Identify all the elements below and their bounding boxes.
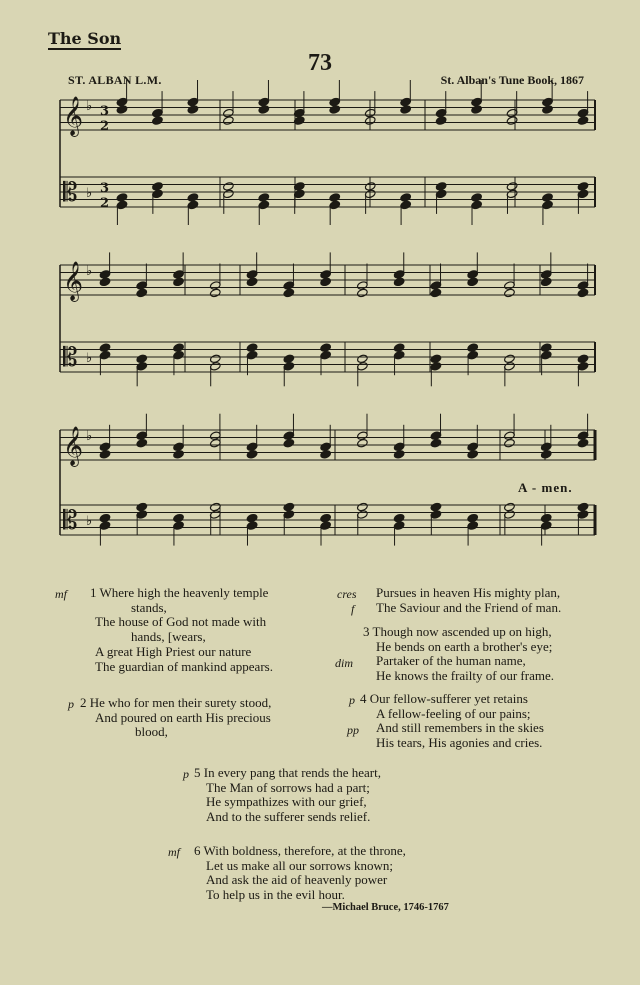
note-head xyxy=(430,510,442,520)
note-head xyxy=(435,108,447,118)
note-head xyxy=(467,442,479,452)
note-head xyxy=(329,193,341,203)
note-head xyxy=(577,281,589,291)
note-head xyxy=(329,97,341,107)
note-head xyxy=(467,449,479,459)
verse-5-line-3: He sympathizes with our grief, xyxy=(206,794,367,810)
note-head xyxy=(400,105,412,115)
verse-1-line-1: Where high the heavenly temple xyxy=(99,585,269,600)
flat-key-signature: ♭ xyxy=(86,264,93,279)
note-head xyxy=(173,343,185,353)
note-head xyxy=(357,438,369,448)
note-head xyxy=(246,343,258,353)
note-head xyxy=(283,510,295,520)
verse-6-number: 6 xyxy=(194,843,201,858)
note-head xyxy=(357,288,369,298)
note-head xyxy=(357,361,369,371)
note-head xyxy=(393,521,405,531)
note-head xyxy=(152,108,164,118)
note-head xyxy=(116,200,128,210)
note-head xyxy=(577,116,589,126)
bass-clef: 𝄡 xyxy=(63,178,78,208)
note-head xyxy=(540,277,552,287)
note-head xyxy=(258,193,270,203)
note-head xyxy=(99,270,111,280)
note-head xyxy=(504,510,516,520)
note-head xyxy=(152,116,164,126)
verse-4-line-4: His tears, His agonies and cries. xyxy=(376,735,543,751)
flat-key-signature: ♭ xyxy=(86,186,93,201)
note-head xyxy=(430,361,442,371)
verse-4-number: 4 xyxy=(360,691,367,706)
note-head xyxy=(540,442,552,452)
note-head xyxy=(136,510,148,520)
note-head xyxy=(223,116,235,126)
note-head xyxy=(246,270,258,280)
verse-5-line-2: The Man of sorrows had a part; xyxy=(206,779,370,795)
note-head xyxy=(209,438,221,448)
note-head xyxy=(430,288,442,298)
note-head xyxy=(320,270,332,280)
note-head xyxy=(209,510,221,520)
flat-key-signature: ♭ xyxy=(86,99,93,114)
verse-2-line-5: The Saviour and the Friend of man. xyxy=(376,599,562,615)
note-head xyxy=(430,281,442,291)
dynamic-cres: cres xyxy=(337,587,357,601)
note-head xyxy=(246,449,258,459)
note-head xyxy=(393,442,405,452)
note-head xyxy=(246,277,258,287)
note-head xyxy=(283,354,295,364)
note-head xyxy=(540,343,552,353)
note-head xyxy=(99,350,111,360)
note-head xyxy=(577,288,589,298)
note-head xyxy=(357,281,369,291)
verse-6-line-3: And ask the aid of heavenly power xyxy=(206,872,388,888)
note-head xyxy=(116,193,128,203)
note-head xyxy=(209,502,221,512)
note-head xyxy=(320,521,332,531)
note-head xyxy=(209,431,221,441)
note-head xyxy=(430,502,442,512)
note-head xyxy=(467,513,479,523)
note-head xyxy=(209,361,221,371)
note-head xyxy=(136,438,148,448)
note-head xyxy=(506,189,518,199)
flat-key-signature: ♭ xyxy=(86,429,93,444)
note-head xyxy=(506,108,518,118)
note-head xyxy=(173,513,185,523)
note-head xyxy=(542,105,554,115)
note-head xyxy=(320,343,332,353)
note-head xyxy=(504,354,516,364)
note-head xyxy=(540,521,552,531)
note-head xyxy=(430,354,442,364)
note-head xyxy=(400,97,412,107)
note-head xyxy=(504,361,516,371)
note-head xyxy=(506,182,518,192)
note-head xyxy=(577,502,589,512)
verse-2-dynamic: p xyxy=(68,697,74,711)
note-head xyxy=(173,521,185,531)
note-head xyxy=(99,521,111,531)
note-head xyxy=(283,361,295,371)
note-head xyxy=(467,343,479,353)
verse-2-line-3: blood, xyxy=(135,724,168,740)
verse-1-line-3: The house of God not made with xyxy=(95,614,267,630)
note-head xyxy=(320,442,332,452)
note-head xyxy=(209,281,221,291)
amen-text: A - men. xyxy=(518,480,573,495)
verse-2-line-1: He who for men their surety stood, xyxy=(89,695,272,710)
time-signature: 3 xyxy=(100,181,110,196)
section-title: The Son xyxy=(48,29,122,48)
note-head xyxy=(187,193,199,203)
note-head xyxy=(400,200,412,210)
flat-key-signature: ♭ xyxy=(86,351,93,366)
verse-6-line-4: To help us in the evil hour. xyxy=(206,887,345,903)
note-head xyxy=(577,189,589,199)
verse-2 xyxy=(58,696,323,740)
note-head xyxy=(223,182,235,192)
note-head xyxy=(173,270,185,280)
note-head xyxy=(209,354,221,364)
note-head xyxy=(542,97,554,107)
verse-6-dynamic: mf xyxy=(168,845,180,859)
note-head xyxy=(471,200,483,210)
verse-3 xyxy=(337,625,607,684)
note-head xyxy=(504,431,516,441)
note-head xyxy=(136,281,148,291)
note-head xyxy=(99,449,111,459)
note-head xyxy=(357,354,369,364)
note-head xyxy=(577,354,589,364)
note-head xyxy=(173,449,185,459)
note-head xyxy=(320,449,332,459)
verse-2-line-2: And poured on earth His precious xyxy=(95,709,271,725)
note-head xyxy=(209,288,221,298)
verse-3-line-2: He bends on earth a brother's eye; xyxy=(376,638,553,654)
verse-1-line-5: A great High Priest our nature xyxy=(95,643,252,659)
note-head xyxy=(504,288,516,298)
note-head xyxy=(329,105,341,115)
verse-6-line-1: With boldness, therefore, at the throne, xyxy=(203,843,406,858)
note-head xyxy=(136,431,148,441)
note-head xyxy=(506,116,518,126)
note-head xyxy=(357,510,369,520)
note-head xyxy=(393,513,405,523)
verse-5-line-4: And to the sufferer sends relief. xyxy=(206,809,371,825)
note-head xyxy=(152,182,164,192)
verse-6-line-2: Let us make all our sorrows known; xyxy=(206,857,394,873)
note-head xyxy=(223,108,235,118)
note-head xyxy=(152,189,164,199)
time-signature: 2 xyxy=(100,119,110,134)
note-head xyxy=(467,521,479,531)
note-head xyxy=(246,521,258,531)
note-head xyxy=(471,97,483,107)
note-head xyxy=(136,288,148,298)
verse-1-number: 1 xyxy=(90,585,97,600)
bass-clef: 𝄡 xyxy=(63,506,78,536)
hymn-number: 73 xyxy=(308,50,332,76)
note-head xyxy=(430,431,442,441)
note-head xyxy=(540,513,552,523)
verse-4-dynamic: p xyxy=(349,693,355,707)
note-head xyxy=(467,270,479,280)
verse-1-dynamic: mf xyxy=(55,587,67,601)
note-head xyxy=(187,200,199,210)
note-head xyxy=(258,97,270,107)
note-head xyxy=(504,502,516,512)
note-head xyxy=(246,442,258,452)
treble-clef: 𝄞 xyxy=(63,426,84,466)
note-head xyxy=(136,502,148,512)
note-head xyxy=(357,431,369,441)
tune-name: ST. ALBAN L.M. xyxy=(68,73,162,87)
note-head xyxy=(329,200,341,210)
note-head xyxy=(283,431,295,441)
note-head xyxy=(320,350,332,360)
note-head xyxy=(283,502,295,512)
verse-1-line-2: stands, xyxy=(131,599,167,615)
note-head xyxy=(136,361,148,371)
note-head xyxy=(187,97,199,107)
flat-key-signature: ♭ xyxy=(86,514,93,529)
note-head xyxy=(99,442,111,452)
dynamic-pp: pp xyxy=(347,723,359,737)
note-head xyxy=(357,502,369,512)
tune-source: St. Alban's Tune Book, 1867 xyxy=(440,73,584,87)
note-head xyxy=(173,277,185,287)
attribution: —Michael Bruce, 1746-1767 xyxy=(322,902,449,913)
note-head xyxy=(577,431,589,441)
verse-4 xyxy=(337,692,607,751)
note-head xyxy=(223,189,235,199)
note-head xyxy=(430,438,442,448)
note-head xyxy=(173,442,185,452)
verse-2-number: 2 xyxy=(80,695,87,710)
verse-2-line-4: Pursues in heaven His mighty plan, xyxy=(376,585,561,600)
note-head xyxy=(435,182,447,192)
verse-2-continuation xyxy=(337,586,607,615)
note-head xyxy=(504,281,516,291)
note-head xyxy=(258,105,270,115)
note-head xyxy=(540,270,552,280)
note-head xyxy=(116,97,128,107)
bass-clef: 𝄡 xyxy=(63,343,78,373)
note-head xyxy=(116,105,128,115)
verse-1 xyxy=(55,585,323,674)
note-head xyxy=(542,200,554,210)
treble-clef: 𝄞 xyxy=(63,96,84,136)
verse-6 xyxy=(166,844,486,903)
note-head xyxy=(471,193,483,203)
dynamic-dim: dim xyxy=(335,656,353,670)
verse-5 xyxy=(180,766,480,825)
note-head xyxy=(393,350,405,360)
note-head xyxy=(393,343,405,353)
note-head xyxy=(393,277,405,287)
verse-3-line-3: Partaker of the human name, xyxy=(376,653,526,669)
note-head xyxy=(283,281,295,291)
note-head xyxy=(173,350,185,360)
note-head xyxy=(577,361,589,371)
note-head xyxy=(136,354,148,364)
note-head xyxy=(471,105,483,115)
verse-3-number: 3 xyxy=(363,624,370,639)
note-head xyxy=(577,510,589,520)
note-head xyxy=(393,270,405,280)
note-head xyxy=(283,438,295,448)
note-head xyxy=(393,449,405,459)
verse-4-line-3: And still remembers in the skies xyxy=(376,720,544,736)
note-head xyxy=(283,288,295,298)
note-head xyxy=(577,438,589,448)
note-head xyxy=(320,277,332,287)
note-head xyxy=(467,350,479,360)
note-head xyxy=(435,189,447,199)
note-head xyxy=(577,182,589,192)
note-head xyxy=(540,449,552,459)
verse-3-line-4: He knows the frailty of our frame. xyxy=(376,668,554,684)
note-head xyxy=(542,193,554,203)
verse-5-dynamic: p xyxy=(183,767,189,781)
note-head xyxy=(320,513,332,523)
treble-clef: 𝄞 xyxy=(63,261,84,301)
note-head xyxy=(540,350,552,360)
verse-3-line-1: Though now ascended up on high, xyxy=(372,624,552,639)
note-head xyxy=(246,350,258,360)
note-head xyxy=(577,108,589,118)
dynamic-f: f xyxy=(351,602,355,616)
note-head xyxy=(99,513,111,523)
verse-1-line-6: The guardian of mankind appears. xyxy=(95,658,273,674)
verse-5-number: 5 xyxy=(194,765,201,780)
note-head xyxy=(467,277,479,287)
note-head xyxy=(258,200,270,210)
verse-1-line-4: hands, [wears, xyxy=(131,629,206,645)
note-head xyxy=(99,277,111,287)
time-signature: 3 xyxy=(100,104,110,119)
note-head xyxy=(99,343,111,353)
verse-5-line-1: In every pang that rends the heart, xyxy=(203,765,381,780)
note-head xyxy=(246,513,258,523)
note-head xyxy=(187,105,199,115)
time-signature: 2 xyxy=(100,196,110,211)
note-head xyxy=(400,193,412,203)
verse-4-line-1: Our fellow-sufferer yet retains xyxy=(369,691,528,706)
verse-4-line-2: A fellow-feeling of our pains; xyxy=(376,705,531,721)
note-head xyxy=(435,116,447,126)
note-head xyxy=(504,438,516,448)
